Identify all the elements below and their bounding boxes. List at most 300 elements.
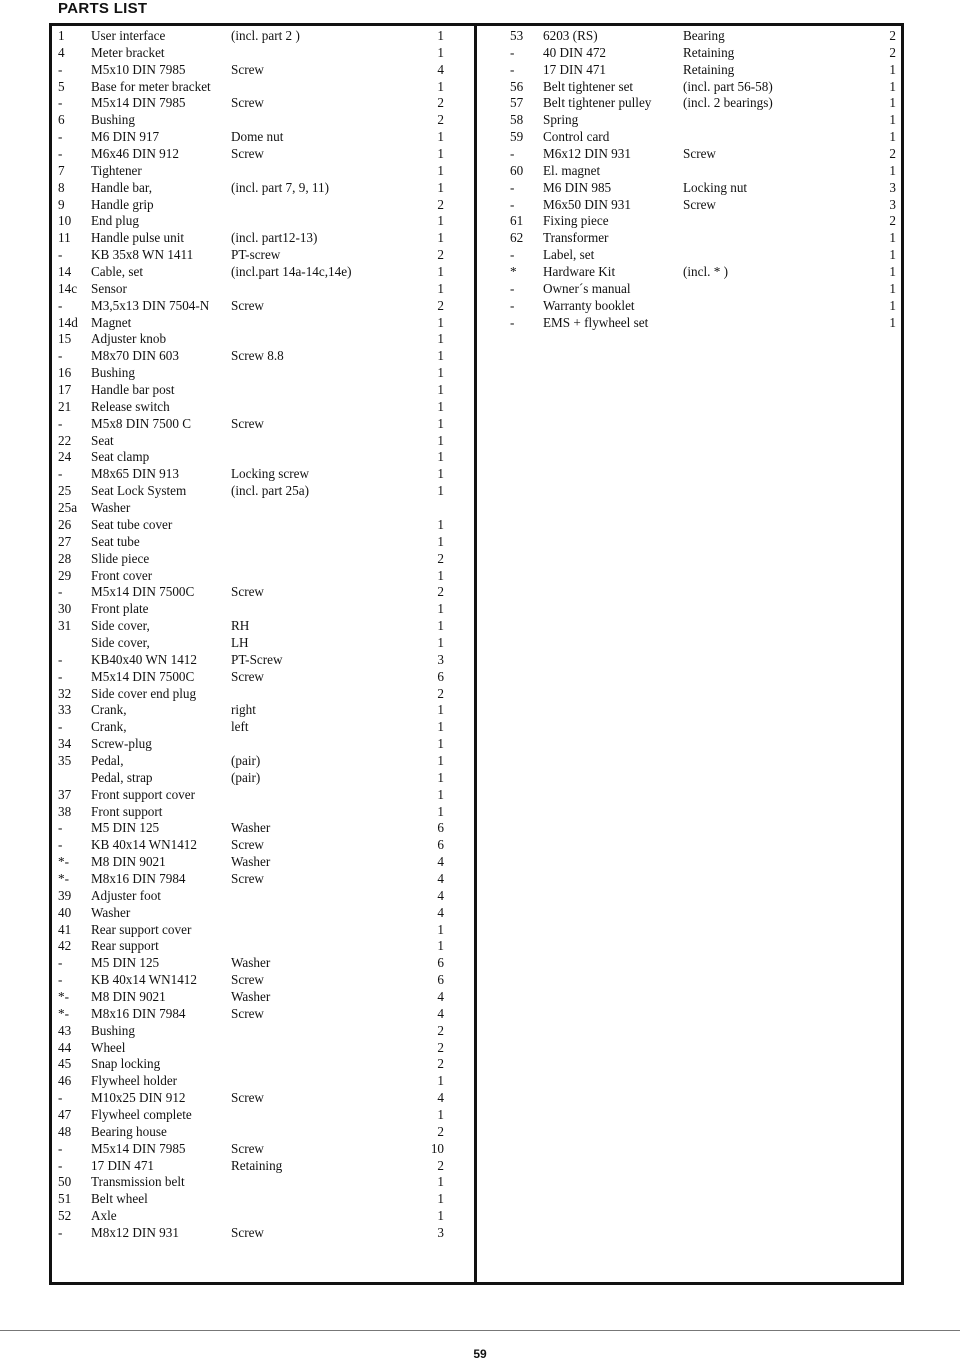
part-spec: left [231, 719, 249, 735]
part-quantity: 1 [437, 44, 444, 60]
part-description: Flywheel complete [91, 1107, 192, 1122]
part-number: 39 [58, 887, 72, 903]
part-quantity: 1 [437, 331, 444, 347]
part-spec: Screw [231, 1140, 264, 1156]
part-quantity: 1 [889, 297, 896, 313]
part-spec: Retaining [231, 1157, 283, 1173]
part-quantity: 2 [437, 1022, 444, 1038]
part-description: Seat [91, 432, 114, 448]
parts-row [58, 905, 450, 922]
part-number: 11 [58, 230, 71, 246]
part-quantity: 2 [889, 213, 896, 229]
part-quantity: 1 [437, 921, 444, 937]
part-description: Spring [543, 112, 579, 128]
part-quantity: 1 [889, 230, 896, 246]
part-spec: Screw [231, 297, 264, 313]
part-quantity: 1 [437, 786, 444, 802]
part-spec: (incl. 2 bearings) [683, 95, 773, 111]
part-description: 17 DIN 471 [91, 1157, 155, 1173]
part-quantity: 1 [437, 719, 444, 735]
part-number: 33 [58, 702, 72, 718]
parts-row [58, 1191, 450, 1208]
part-description: Rear support cover [91, 921, 192, 937]
part-spec: Screw [231, 870, 264, 886]
parts-row [510, 95, 900, 112]
part-description: Front plate [91, 601, 149, 617]
parts-row [58, 1158, 450, 1175]
parts-row [510, 112, 900, 129]
part-description: M5x14 DIN 7500C [91, 668, 195, 684]
part-quantity: 1 [437, 398, 444, 414]
part-spec: Screw [231, 1005, 264, 1021]
part-quantity: 3 [437, 651, 444, 667]
part-description: Bearing house [91, 1123, 167, 1139]
part-description: M6x46 DIN 912 [91, 146, 179, 162]
part-description: Hardware Kit [543, 264, 616, 280]
part-quantity: 1 [437, 264, 444, 280]
part-quantity: 1 [437, 28, 444, 43]
part-description: Pedal, [91, 752, 124, 768]
part-spec: Screw [231, 1225, 264, 1241]
parts-row [58, 1225, 450, 1242]
part-quantity: 2 [437, 297, 444, 313]
part-number: 53 [510, 28, 524, 43]
part-quantity: 2 [437, 584, 444, 600]
part-description: Owner´s manual [543, 280, 631, 296]
part-number: 21 [58, 398, 72, 414]
part-quantity: 1 [437, 1073, 444, 1089]
parts-row [58, 129, 450, 146]
parts-row [58, 79, 450, 96]
part-description: Handle bar, [91, 179, 152, 195]
part-quantity: 1 [889, 314, 896, 330]
parts-row [58, 551, 450, 568]
part-description: Side cover, [91, 634, 150, 650]
part-number: - [58, 297, 63, 313]
parts-row [510, 163, 900, 180]
part-quantity: 2 [437, 685, 444, 701]
part-quantity: 1 [889, 78, 896, 94]
part-description: Handle bar post [91, 382, 175, 398]
parts-row [58, 1023, 450, 1040]
part-number: - [58, 348, 63, 364]
part-quantity: 6 [437, 972, 444, 988]
part-number: 14c [58, 280, 78, 296]
part-description: Cable, set [91, 264, 144, 280]
part-description: Belt wheel [91, 1191, 148, 1207]
parts-row [58, 1141, 450, 1158]
part-number: 41 [58, 921, 72, 937]
part-description: M5x14 DIN 7500C [91, 584, 195, 600]
part-spec: (incl. part 25a) [231, 483, 309, 499]
part-quantity: 1 [437, 146, 444, 162]
parts-row [58, 854, 450, 871]
parts-row [58, 28, 450, 45]
part-number: - [510, 297, 515, 313]
part-spec: Dome nut [231, 129, 284, 145]
part-number: 32 [58, 685, 72, 701]
part-number: 60 [510, 162, 524, 178]
part-quantity: 1 [889, 112, 896, 128]
part-description: Adjuster foot [91, 887, 161, 903]
part-spec: Screw [231, 415, 264, 431]
part-description: KB 40x14 WN1412 [91, 837, 197, 853]
part-description: M6 DIN 985 [543, 179, 612, 195]
part-quantity: 1 [437, 78, 444, 94]
parts-row [58, 449, 450, 466]
part-number: - [58, 95, 63, 111]
parts-row [58, 433, 450, 450]
part-quantity: 1 [889, 264, 896, 280]
part-spec: Washer [231, 988, 271, 1004]
part-quantity: 2 [437, 1039, 444, 1055]
part-quantity: 1 [437, 938, 444, 954]
part-description: Seat tube [91, 533, 140, 549]
parts-row [58, 416, 450, 433]
part-number: 37 [58, 786, 72, 802]
parts-row [58, 1056, 450, 1073]
part-quantity: 2 [437, 95, 444, 111]
part-quantity: 4 [437, 61, 444, 77]
part-number: 27 [58, 533, 72, 549]
parts-row [58, 230, 450, 247]
part-quantity: 1 [437, 752, 444, 768]
parts-row [510, 180, 900, 197]
part-description: Transformer [543, 230, 609, 246]
part-spec: Screw 8.8 [231, 348, 284, 364]
part-spec: PT-Screw [231, 651, 283, 667]
part-quantity: 1 [437, 129, 444, 145]
part-number: 56 [510, 78, 524, 94]
parts-row [58, 95, 450, 112]
part-quantity: 2 [437, 1157, 444, 1173]
parts-row [58, 787, 450, 804]
footer-rule [0, 1330, 960, 1331]
parts-row [58, 652, 450, 669]
part-quantity: 2 [437, 196, 444, 212]
part-quantity: 1 [437, 634, 444, 650]
part-quantity: 2 [437, 550, 444, 566]
part-quantity: 10 [430, 1140, 444, 1156]
part-description: M5x8 DIN 7500 C [91, 415, 192, 431]
part-description: KB 40x14 WN1412 [91, 972, 197, 988]
parts-row [58, 264, 450, 281]
part-quantity: 1 [437, 1107, 444, 1122]
part-spec: Retaining [683, 44, 735, 60]
part-number: 61 [510, 213, 524, 229]
part-quantity: 2 [889, 44, 896, 60]
part-number: 44 [58, 1039, 72, 1055]
parts-row [58, 1073, 450, 1090]
part-quantity: 1 [437, 601, 444, 617]
part-spec: (incl. * ) [683, 264, 729, 280]
part-number: 9 [58, 196, 65, 212]
parts-row [58, 601, 450, 618]
parts-row [58, 888, 450, 905]
part-quantity: 1 [437, 213, 444, 229]
part-quantity: 1 [437, 736, 444, 752]
part-spec: Retaining [683, 61, 735, 77]
part-quantity: 1 [437, 230, 444, 246]
part-description: Side cover, [91, 618, 150, 634]
part-description: M5x14 DIN 7985 [91, 1140, 186, 1156]
part-number: 47 [58, 1107, 72, 1122]
part-description: Front support [91, 803, 163, 819]
part-description: Rear support [91, 938, 159, 954]
part-number: 29 [58, 567, 72, 583]
part-number: * [510, 264, 517, 280]
part-number: 10 [58, 213, 72, 229]
part-description: Axle [91, 1208, 117, 1224]
part-quantity: 3 [437, 1225, 444, 1241]
part-description: Front support cover [91, 786, 196, 802]
part-description: Warranty booklet [543, 297, 635, 313]
part-quantity: 2 [437, 1056, 444, 1072]
part-spec: (incl. part 56-58) [683, 78, 773, 94]
part-spec: Washer [231, 854, 271, 870]
part-number: 6 [58, 112, 65, 128]
parts-row [58, 534, 450, 551]
part-quantity: 1 [889, 95, 896, 111]
part-spec: (pair) [231, 769, 261, 785]
parts-row [58, 702, 450, 719]
part-description: Handle grip [91, 196, 154, 212]
part-number: 5 [58, 78, 65, 94]
parts-row [510, 247, 900, 264]
part-description: M10x25 DIN 912 [91, 1090, 186, 1106]
part-description: EMS + flywheel set [543, 314, 649, 330]
part-description: M8 DIN 9021 [91, 854, 166, 870]
part-number: 51 [58, 1191, 72, 1207]
part-quantity: 1 [437, 533, 444, 549]
parts-row [58, 719, 450, 736]
part-number: - [58, 129, 63, 145]
part-description: KB 35x8 WN 1411 [91, 247, 194, 263]
parts-row [510, 298, 900, 315]
parts-row [58, 348, 450, 365]
parts-row [58, 298, 450, 315]
part-description: Crank, [91, 719, 127, 735]
parts-row [58, 500, 450, 517]
part-description: M8x16 DIN 7984 [91, 1005, 186, 1021]
part-quantity: 1 [437, 415, 444, 431]
parts-row [58, 669, 450, 686]
part-quantity: 1 [437, 432, 444, 448]
part-number: 25 [58, 483, 72, 499]
part-description: Screw-plug [91, 736, 152, 752]
part-number: 48 [58, 1123, 72, 1139]
part-description: Bushing [91, 1022, 135, 1038]
part-description: Washer [91, 500, 131, 516]
part-number: 42 [58, 938, 72, 954]
parts-column-right [510, 28, 900, 331]
part-description: KB40x40 WN 1412 [91, 651, 197, 667]
part-spec: Bearing [683, 28, 725, 43]
part-description: Bushing [91, 112, 135, 128]
part-description: Handle pulse unit [91, 230, 185, 246]
part-quantity: 2 [889, 146, 896, 162]
part-number: - [58, 1157, 63, 1173]
part-description: Washer [91, 904, 131, 920]
part-number: 7 [58, 162, 65, 178]
part-description: End plug [91, 213, 139, 229]
part-spec: Screw [231, 1090, 264, 1106]
parts-row [58, 1174, 450, 1191]
part-quantity: 4 [437, 1090, 444, 1106]
part-quantity: 1 [437, 365, 444, 381]
part-number: - [58, 1090, 63, 1106]
parts-row [58, 837, 450, 854]
part-number: - [510, 196, 515, 212]
part-number: *- [58, 870, 69, 886]
part-number: - [58, 719, 63, 735]
part-spec: Screw [231, 837, 264, 853]
part-description: Transmission belt [91, 1174, 185, 1190]
part-quantity: 1 [889, 280, 896, 296]
part-number: 57 [510, 95, 524, 111]
part-number: 35 [58, 752, 72, 768]
parts-row [58, 922, 450, 939]
part-spec: (pair) [231, 752, 261, 768]
parts-row [58, 1208, 450, 1225]
part-number: - [58, 61, 63, 77]
part-description: Fixing piece [543, 213, 609, 229]
part-quantity: 4 [437, 887, 444, 903]
part-number: - [58, 466, 63, 482]
part-number: 22 [58, 432, 72, 448]
part-spec: RH [231, 618, 250, 634]
parts-row [58, 1124, 450, 1141]
part-spec: Screw [231, 972, 264, 988]
part-number: - [58, 1140, 63, 1156]
part-description: Sensor [91, 280, 127, 296]
parts-row [510, 281, 900, 298]
parts-row [58, 584, 450, 601]
parts-row [58, 315, 450, 332]
part-spec: Screw [231, 61, 264, 77]
parts-row [58, 871, 450, 888]
part-spec: Locking screw [231, 466, 309, 482]
parts-row [58, 517, 450, 534]
part-number: 58 [510, 112, 524, 128]
part-description: Label, set [543, 247, 595, 263]
part-description: 40 DIN 472 [543, 44, 607, 60]
part-number: - [58, 820, 63, 836]
part-number: - [510, 44, 515, 60]
part-description: Control card [543, 129, 610, 145]
part-number: - [510, 280, 515, 296]
parts-row [510, 197, 900, 214]
part-number: 8 [58, 179, 65, 195]
part-quantity: 2 [437, 1123, 444, 1139]
parts-row [58, 804, 450, 821]
parts-row [58, 686, 450, 703]
part-description: Belt tightener set [543, 78, 634, 94]
parts-column-left [58, 28, 450, 1242]
part-quantity: 1 [437, 179, 444, 195]
part-number: - [510, 61, 515, 77]
part-number: 52 [58, 1208, 72, 1224]
part-description: M8x70 DIN 603 [91, 348, 179, 364]
parts-row [58, 163, 450, 180]
part-description: Adjuster knob [91, 331, 167, 347]
parts-row [58, 938, 450, 955]
part-quantity: 1 [437, 280, 444, 296]
parts-row [58, 382, 450, 399]
parts-row [58, 635, 450, 652]
part-spec: (incl.part 14a-14c,14e) [231, 264, 352, 280]
parts-row [58, 247, 450, 264]
parts-row [58, 1107, 450, 1124]
part-number: 16 [58, 365, 72, 381]
part-number: 30 [58, 601, 72, 617]
part-number: 43 [58, 1022, 72, 1038]
part-number: *- [58, 988, 69, 1004]
part-number: 50 [58, 1174, 72, 1190]
part-spec: Screw [683, 146, 716, 162]
part-quantity: 1 [437, 1191, 444, 1207]
parts-row [510, 213, 900, 230]
part-number: - [58, 1225, 63, 1241]
page-number: 59 [473, 1347, 487, 1361]
part-description: 17 DIN 471 [543, 61, 607, 77]
part-spec: Washer [231, 955, 271, 971]
parts-row [58, 112, 450, 129]
parts-row [58, 753, 450, 770]
part-quantity: 6 [437, 820, 444, 836]
part-description: M8 DIN 9021 [91, 988, 166, 1004]
part-quantity: 1 [889, 162, 896, 178]
part-quantity: 2 [437, 112, 444, 128]
parts-row [58, 618, 450, 635]
part-description: M5x14 DIN 7985 [91, 95, 186, 111]
part-description: Slide piece [91, 550, 150, 566]
parts-row [510, 62, 900, 79]
parts-row [58, 955, 450, 972]
part-description: Seat clamp [91, 449, 150, 465]
part-quantity: 1 [437, 382, 444, 398]
part-spec: Locking nut [683, 179, 748, 195]
part-number: - [58, 668, 63, 684]
part-description: M5x10 DIN 7985 [91, 61, 186, 77]
part-quantity: 1 [437, 314, 444, 330]
part-number: 46 [58, 1073, 72, 1089]
part-quantity: 4 [437, 870, 444, 886]
part-description: Seat tube cover [91, 516, 173, 532]
part-number: 1 [58, 28, 65, 43]
part-number: 38 [58, 803, 72, 819]
part-number: *- [58, 1005, 69, 1021]
part-description: Magnet [91, 314, 132, 330]
part-spec: (incl. part 2 ) [231, 28, 300, 43]
parts-row [58, 989, 450, 1006]
parts-row [58, 213, 450, 230]
parts-row [58, 281, 450, 298]
part-number: - [510, 179, 515, 195]
part-number: 26 [58, 516, 72, 532]
parts-row [58, 820, 450, 837]
part-number: 62 [510, 230, 524, 246]
part-quantity: 1 [889, 129, 896, 145]
part-quantity: 1 [437, 769, 444, 785]
part-description: 6203 (RS) [543, 28, 598, 43]
part-description: User interface [91, 28, 166, 43]
parts-row [58, 972, 450, 989]
part-spec: LH [231, 634, 249, 650]
part-quantity: 1 [437, 803, 444, 819]
part-description: Side cover end plug [91, 685, 197, 701]
part-number: 28 [58, 550, 72, 566]
